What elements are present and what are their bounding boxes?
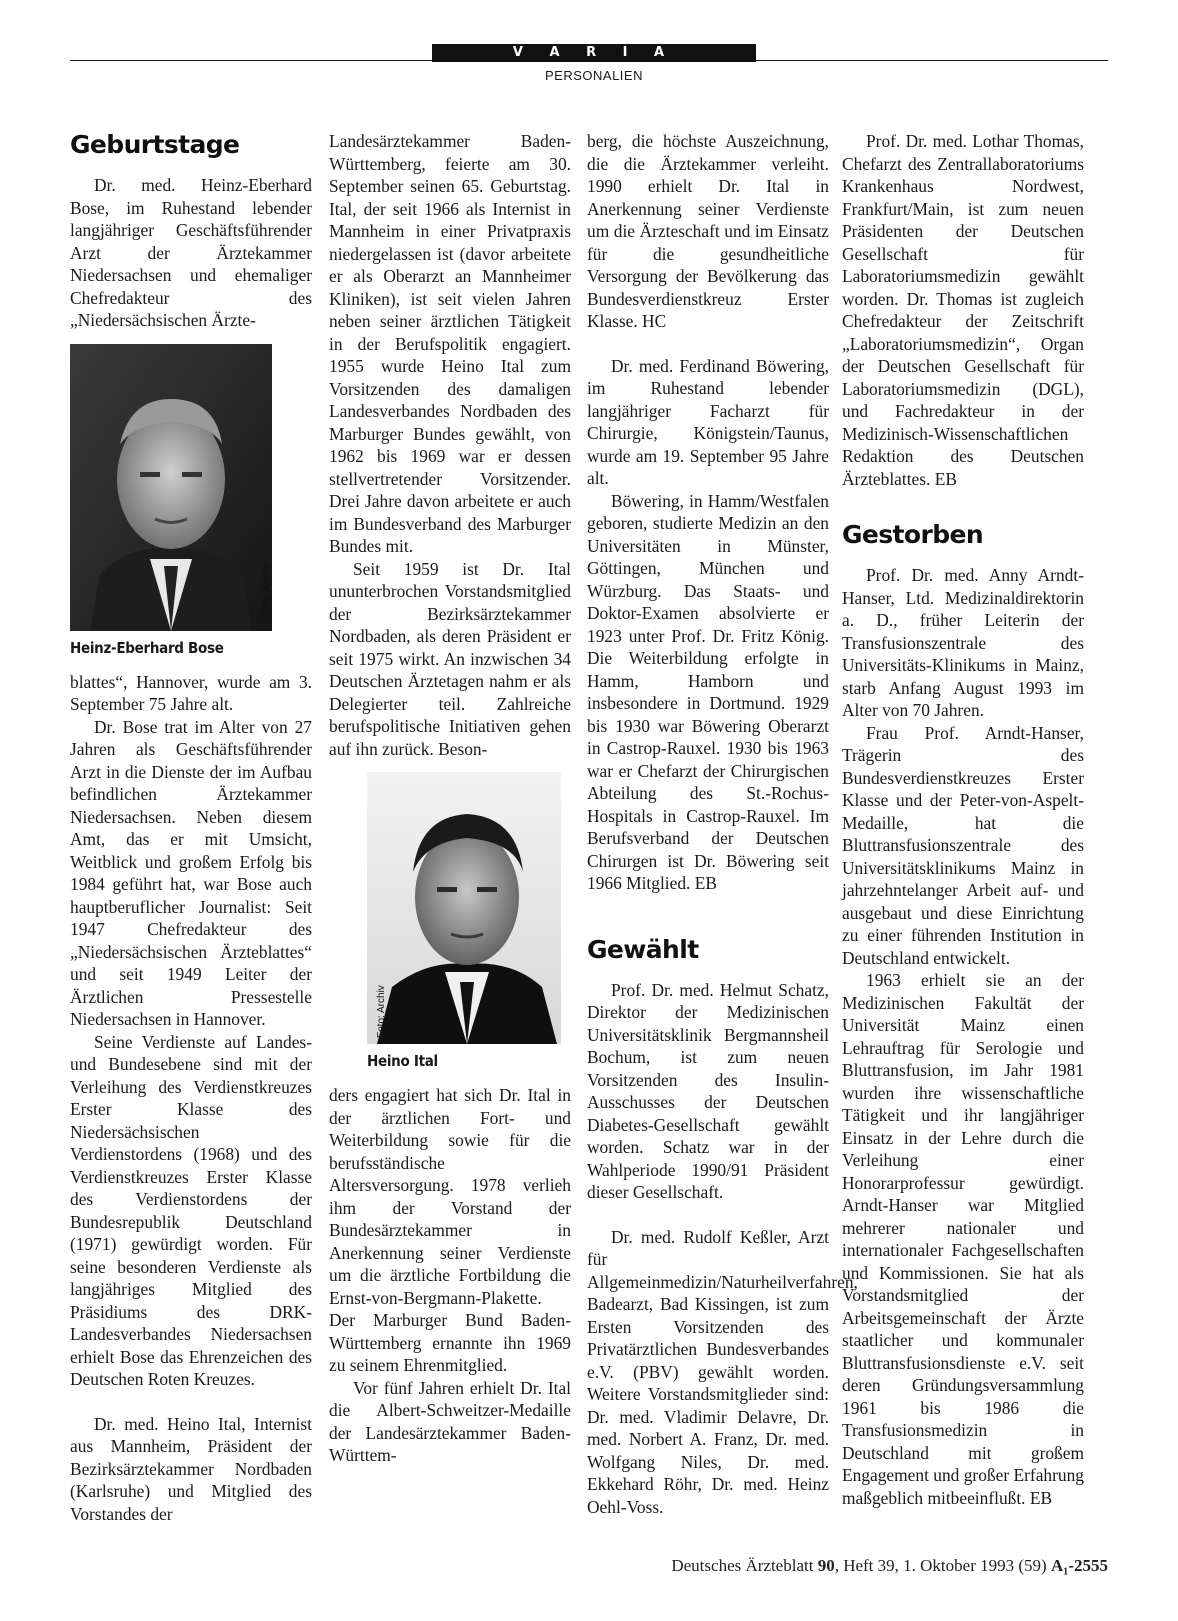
article-bose-honors: Seine Verdienste auf Landes- und Bundesebene sind mit der Verleihung des Verdienstkreuzes Erster Klasse des Niedersächsischen Verdienstordens (1968) und des Verdienstkreuzes Erster Klasse des Verdienstordens der Bundesrepublik Deutschland (1971) gewürdigt worden. Für seine besonderen Verdienste als langjähriges Mitglied des Präsidiums des DRK-Landesverbandes Niedersachsen erhielt Bose das Ehrenzeichen des Deutschen Roten Kreuzes. — [70, 1031, 312, 1389]
photo-caption-ital: Heino Ital — [367, 1052, 438, 1070]
article-ital-training: ders engagiert hat sich Dr. Ital in der ärztlichen Fort- und Weiterbildung sowie für die berufsständische Altersversorgung. 1978 verlieh ihm der Vorstand der Bundesärztekammer in Anerkennung seiner Verdienste um die ärztliche Fortbildung die Ernst-von-Bergmann-Plakette. Der Marburger Bund Baden-Württemberg ernannte ihn 1969 zu seinem Ehrenmitglied. — [329, 1085, 571, 1375]
portrait-photo-bose — [70, 344, 272, 631]
portrait-photo-ital — [367, 772, 561, 1044]
page-number: A₁-2555 — [1050, 1556, 1108, 1575]
heading-gestorben: Gestorben — [842, 520, 984, 549]
article-ital-birthday: Landesärztekammer Baden-Württemberg, feierte am 30. September seinen 65. Geburtstag. Ital, der seit 1966 als Internist in Mannheim in einer Privatpraxis niedergelassen ist (davor arbeitete er als Oberarzt an Mannheimer Kliniken), ist seit vielen Jahren neben seiner ärztlichen Tätigkeit in der Berufspolitik engagiert. 1955 wurde Heino Ital zum Vorsitzenden des damaligen Landesverbandes Nordbaden des Marburger Bundes gewählt, von 1962 bis 1969 war er dessen stellvertretender Vorsitzender. Drei Jahre davon arbeitete er auch im Bundesverband des Marburger Bundes mit. — [329, 131, 571, 556]
article-ital-award: berg, die höchste Auszeichnung, die die Ärztekammer verleiht. 1990 erhielt Dr. Ital in Anerkennung seiner Verdienste um die Ärzteschaft und im Einsatz für die gesundheitliche Versorgung der Bevölkerung das Bundesverdienstkreuz Erster Klasse. HC — [587, 131, 829, 331]
page-footer — [671, 1556, 1108, 1576]
column-2 — [329, 130, 571, 1467]
article-ital-board: Seit 1959 ist Dr. Ital ununterbrochen Vorstandsmitglied der Bezirksärztekammer Nordbaden, als deren Präsident er seit 1975 wirkt. An inzwischen 34 Deutschen Ärztetagen nahm er als Delegierter teil. Zahlreiche berufspolitische Initiativen gehen auf ihn zurück. Beson- — [329, 558, 571, 759]
column-3 — [587, 130, 858, 1518]
heading-geburtstage: Geburtstage — [70, 130, 240, 159]
article-boewering-intro: Dr. med. Ferdinand Böwering, im Ruhestand lebender langjähriger Facharzt für Chirurgie, Königstein/Taunus, wurde am 19. September 95 Jahre alt. — [587, 355, 829, 488]
article-boewering-career: Böwering, in Hamm/Westfalen geboren, studierte Medizin an den Universitäten in Münster, Göttingen, München und Würzburg. Das Staats- und Doktor-Examen absolvierte er 1923 unter Prof. Dr. Fritz König. Die Weiterbildung erfolgte in Hamm, Hamborn und insbesondere in Dortmund. 1929 bis 1930 war Böwering Oberarzt in Castrop-Rauxel. 1930 bis 1963 war er Chefarzt der Chirurgischen Abteilung des St.-Rochus-Hospitals in Castrop-Rauxel. Im Berufsverband der Deutschen Chirurgen ist Dr. Böwering seit 1966 Mitglied. EB — [587, 490, 829, 893]
article-ital-medal: Vor fünf Jahren erhielt Dr. Ital die Albert-Schweitzer-Medaille der Landesärztekammer Baden-Württem- — [329, 1377, 571, 1465]
photo-credit: Foto: Archiv — [376, 985, 387, 1038]
article-bose-continued: blattes“, Hannover, wurde am 3. September 75 Jahre alt. — [70, 671, 312, 714]
photo-caption-bose: Heinz-Eberhard Bose — [70, 638, 224, 657]
article-arndt-hanser-intro: Prof. Dr. med. Anny Arndt-Hanser, Ltd. Medizinaldirektorin a. D., früher Leiterin der Transfusionszentrale des Universitäts-Klinikums in Mainz, starb Anfang August 1993 im Alter von 70 Jahren. — [842, 565, 1084, 720]
heading-gewaehlt: Gewählt — [587, 934, 699, 964]
issue-info: , Heft 39, 1. Oktober 1993 (59) — [834, 1556, 1047, 1575]
volume-number: 90 — [817, 1556, 835, 1575]
photo-credit: Foto: Archiv — [261, 562, 272, 616]
article-schatz: Prof. Dr. med. Helmut Schatz, Direktor der Medizinischen Universitätsklinik Bergmannsheil Bochum, ist zum neuen Vorsitzenden des Insulin-Ausschusses der Deutschen Diabetes-Gesellschaft gewählt worden. Schatz war in der Wahlperiode 1990/91 Präsident dieser Gesellschaft. — [587, 979, 829, 1202]
article-thomas: Prof. Dr. med. Lothar Thomas, Chefarzt des Zentrallaboratoriums Krankenhaus Nordwest, Frankfurt/Main, ist zum neuen Präsidenten der Deutschen Gesellschaft für Laboratoriumsmedizin gewählt worden. Dr. Thomas ist zugleich Chefredakteur der Zeitschrift „Laboratoriumsmedizin“, Organ der Deutschen Gesellschaft für Laboratoriumsmedizin (DGL), und Fachredakteur in der Medizinisch-Wissenschaftlichen Redaktion des Deutschen Ärzteblattes. EB — [842, 131, 1084, 489]
article-ital-intro: Dr. med. Heino Ital, Internist aus Mannheim, Präsident der Bezirksärztekammer Nordbaden (Karlsruhe) und Mitglied des Vorstandes der — [70, 1413, 312, 1524]
column-1 — [70, 130, 312, 1525]
portrait-illustration — [70, 344, 272, 631]
article-bose-career: Dr. Bose trat im Alter von 27 Jahren als Geschäftsführender Arzt in die Dienste der im Aufbau befindlichen Ärztekammer Niedersachsen. Neben diesem Amt, das er mit Umsicht, Weitblick und großem Erfolg bis 1984 geführt hat, war Bose auch hauptberuflicher Journalist: Seit 1947 Chefredakteur des „Niedersächsischen Ärzteblattes“ und seit 1949 Leiter der Ärztlichen Pressestelle Niedersachsen in Hannover. — [70, 716, 312, 1029]
column-4 — [842, 130, 1084, 1509]
portrait-illustration — [367, 772, 561, 1044]
article-kessler: Dr. med. Rudolf Keßler, Arzt für Allgemeinmedizin/Naturheilverfahren, Badearzt, Bad Kissingen, ist zum Ersten Vorsitzenden des Privatärztlichen Bundesverbandes e.V. (PBV) gewählt worden. Weitere Vorstandsmitglieder sind: Dr. med. Vladimir Delavre, Dr. med. Norbert A. Franz, Dr. med. Wolfgang Niles, Dr. med. Ekkehard Röhr, Dr. med. Heinz Oehl-Voss. — [587, 1226, 858, 1517]
journal-name: Deutsches Ärzteblatt — [671, 1556, 814, 1575]
article-arndt-hanser-honors: Frau Prof. Arndt-Hanser, Trägerin des Bundesverdienstkreuzes Erster Klasse und der Peter-von-Aspelt-Medaille, hat die Bluttransfusionszentrale des Universitätsklinikums Mainz in jahrzehntelanger Arbeit auf- und ausgebaut und diese Einrichtung zu einer führenden Institution in Deutschland entwickelt. — [842, 722, 1084, 968]
section-banner: V A R I A — [432, 44, 756, 62]
section-title: PERSONALIEN — [545, 68, 643, 83]
article-arndt-hanser-career: 1963 erhielt sie an der Medizinischen Fakultät der Universität Mainz einen Lehrauftrag für Serologie und Bluttransfusion, im Jahr 1981 wurden ihre wissenschaftliche Tätigkeit und ihr langjähriger Einsatz in der Lehre durch die Verleihung einer Honorarprofessur gewürdigt. Arndt-Hanser war Mitglied mehrerer nationaler und internationaler Fachgesellschaften und Kommissionen. Sie hat als Vorstandsmitglied der Arbeitsgemeinschaft der Ärzte staatlicher und kommunaler Bluttransfusionsdienste e.V. seit deren Gründungsversammlung 1961 bis 1986 die Transfusionsmedizin in Deutschland mit großem Engagement und großer Erfahrung maßgeblich mitbeeinflußt. EB — [842, 970, 1084, 1508]
article-bose-intro: Dr. med. Heinz-Eberhard Bose, im Ruhestand lebender langjähriger Geschäftsführender Arzt der Ärztekammer Niedersachsen und ehemaliger Chefredakteur des „Niedersächsischen Ärzte- — [70, 175, 312, 330]
